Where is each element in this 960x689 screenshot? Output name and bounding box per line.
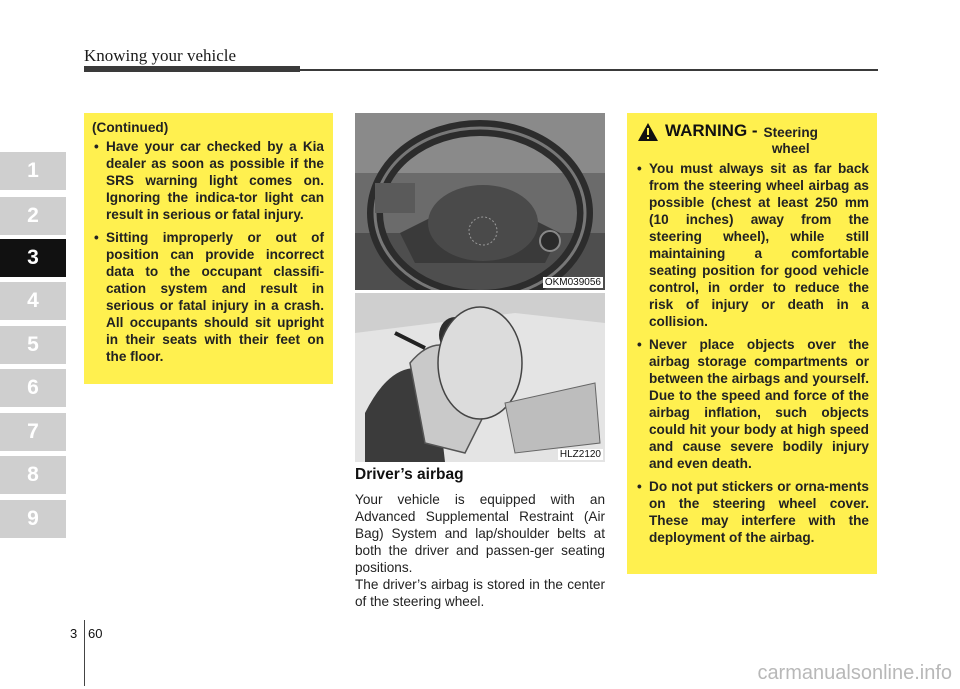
photo-caption: OKM039056 bbox=[544, 277, 601, 288]
continued-label: (Continued) bbox=[92, 120, 169, 135]
warning-header bbox=[637, 122, 818, 157]
continued-note-box bbox=[84, 113, 333, 384]
chapter-tab-8[interactable]: 8 bbox=[0, 456, 66, 494]
warning-subtitle bbox=[764, 125, 818, 157]
footer-chapter-number: 3 bbox=[70, 626, 78, 641]
chapter-tab-2[interactable]: 2 bbox=[0, 197, 66, 235]
note-bullet-list bbox=[92, 138, 324, 371]
section-paragraph: The driver’s airbag is stored in the center of the steering wheel. bbox=[355, 577, 605, 609]
footer-divider bbox=[84, 620, 85, 686]
warning-bullet: • Never place objects over the airbag storage compartments or between the airbags and yourself. Due to the speed and force of the airbag inflation, such objects could hit your body at high speed and cause severe bodily injury and even death. bbox=[635, 336, 869, 472]
chapter-tab-4[interactable]: 4 bbox=[0, 282, 66, 320]
warning-subtitle-line: wheel bbox=[771, 141, 810, 156]
chapter-tab-7[interactable]: 7 bbox=[0, 413, 66, 451]
footer-page-number: 60 bbox=[88, 626, 103, 641]
header-bar bbox=[84, 66, 300, 72]
section-heading: Driver’s airbag bbox=[355, 466, 464, 483]
warning-subtitle-line: Steering bbox=[763, 125, 818, 140]
steering-wheel-illustration bbox=[355, 113, 605, 290]
note-bullet: • Sitting improperly or out of position can provide incorrect data to the occupant classifi-cation system and result in serious or fatal injury in a crash. All occupants should sit upright in their seats with their feet on the floor. bbox=[92, 229, 324, 365]
steering-wheel-photo bbox=[355, 113, 605, 290]
warning-triangle-icon bbox=[637, 122, 659, 142]
photo-caption: HLZ2120 bbox=[559, 449, 601, 460]
chapter-tab-5[interactable]: 5 bbox=[0, 326, 66, 364]
note-bullet: • Have your car checked by a Kia dealer as soon as possible if the SRS warning light comes on. Ignoring the indica-tor light can result in serious or fatal injury. bbox=[92, 138, 324, 223]
warning-bullet-list bbox=[635, 160, 869, 552]
airbag-deployment-illustration bbox=[355, 293, 605, 462]
chapter-tab-6[interactable]: 6 bbox=[0, 369, 66, 407]
warning-box bbox=[627, 113, 877, 574]
watermark: carmanualsonline.info bbox=[757, 662, 952, 684]
header-line bbox=[300, 69, 878, 71]
section-paragraph: Your vehicle is equipped with an Advanced Supplemental Restraint (Air Bag) System and lap/shoulder belts at both the driver and passen-ger seating positions. bbox=[355, 492, 605, 575]
header-title: Knowing your vehicle bbox=[84, 46, 237, 65]
chapter-tab-9[interactable]: 9 bbox=[0, 500, 66, 538]
warning-bullet: • Do not put stickers or orna-ments on the steering wheel cover. These may interfere with the deployment of the airbag. bbox=[635, 478, 869, 546]
warning-title: WARNING - bbox=[665, 121, 758, 140]
chapter-tab-3[interactable]: 3 bbox=[0, 239, 66, 277]
chapter-tab-1[interactable]: 1 bbox=[0, 152, 66, 190]
airbag-deployment-photo bbox=[355, 293, 605, 462]
warning-bullet: • You must always sit as far back from the steering wheel airbag as possible (chest at least 250 mm (10 inches) away from the steering wheel), while still maintaining a comfortable seating position for good vehicle control, in order to reduce the risk of injury or death in a collision. bbox=[635, 160, 869, 330]
